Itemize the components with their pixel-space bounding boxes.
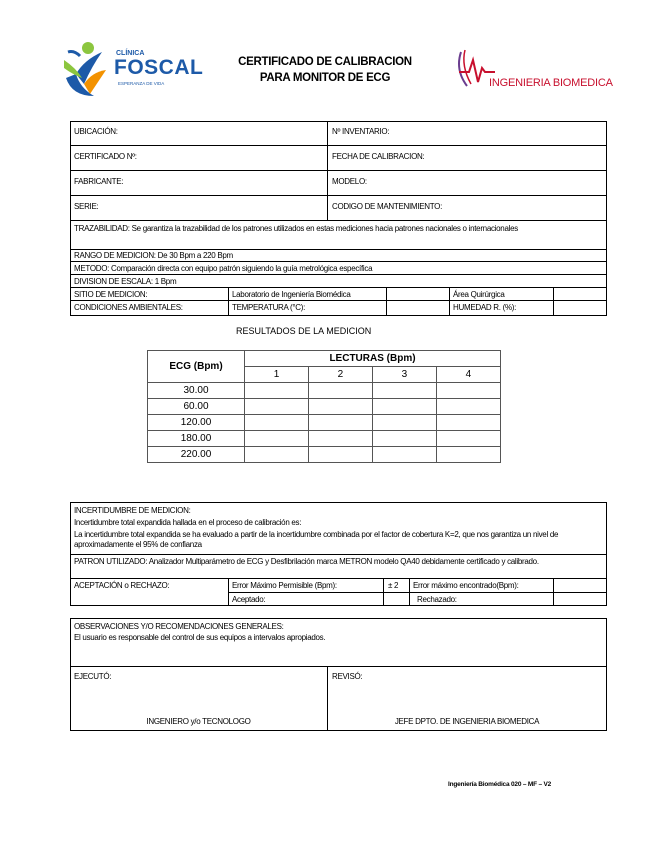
metodo-text: METODO: Comparación directa con equipo patrón siguiendo la guía metrológica específica — [74, 264, 373, 273]
table-row — [148, 383, 501, 399]
foscal-figure-icon — [62, 38, 108, 100]
results-table — [147, 350, 501, 463]
reading-cell[interactable] — [308, 415, 372, 431]
page-title-line2: PARA MONITOR DE ECG — [259, 72, 391, 84]
biomedica-logo — [457, 46, 622, 92]
sitio-value: Laboratorio de Ingeniería Biomédica — [232, 290, 351, 299]
sitio-label: SITIO DE MEDICION: — [74, 290, 148, 299]
reading-cell[interactable] — [308, 447, 372, 463]
reading-cell[interactable] — [245, 431, 309, 447]
fecha-label: FECHA DE CALIBRACION: — [332, 152, 425, 161]
lecturas-header: LECTURAS (Bpm) — [245, 351, 501, 367]
table-row — [148, 399, 501, 415]
ingeniero-signature: INGENIERO y/o TECNOLOGO — [146, 717, 251, 726]
ejecuto-label: EJECUTÓ: — [74, 672, 112, 681]
reading-cell[interactable] — [245, 383, 309, 399]
error-found-label: Error máximo encontrado(Bpm): — [413, 581, 519, 590]
reading-cell[interactable] — [436, 415, 500, 431]
rechazado-label: Rechazado: — [417, 595, 457, 604]
ecg-value: 220.00 — [148, 447, 245, 463]
aceptado-label: Aceptado: — [232, 595, 266, 604]
error-max-label: Error Máximo Permisible (Bpm): — [232, 581, 337, 590]
foscal-tagline: ESPERANZA DE VIDA — [118, 81, 165, 86]
reading-cell[interactable] — [308, 383, 372, 399]
ecg-value: 180.00 — [148, 431, 245, 447]
temperatura-label: TEMPERATURA (°C): — [232, 303, 306, 312]
jefe-signature: JEFE DPTO. DE INGENIERIA BIOMEDICA — [394, 717, 540, 726]
lectura-col-3: 3 — [372, 367, 436, 383]
uncertainty-title: INCERTIDUMBRE DE MEDICION: — [74, 506, 191, 515]
patron-text: PATRON UTILIZADO: Analizador Multiparámetro de ECG y Desfibrilación marca METRON modelo QA40 debidamente certificado y calibrado. — [74, 557, 539, 566]
reading-cell[interactable] — [245, 399, 309, 415]
results-title: RESULTADOS DE LA MEDICION — [236, 326, 372, 336]
ecg-value: 30.00 — [148, 383, 245, 399]
reading-cell[interactable] — [372, 447, 436, 463]
reading-cell[interactable] — [308, 431, 372, 447]
foscal-line2: FOSCAL — [114, 56, 204, 79]
reviso-label: REVISÓ: — [332, 672, 363, 681]
lectura-col-4: 4 — [436, 367, 500, 383]
reading-cell[interactable] — [372, 383, 436, 399]
trazabilidad-text: TRAZABILIDAD: Se garantiza la trazabilidad de los patrones utilizados en estas mediciones hacia patrones nacionales o internacionales — [74, 224, 518, 233]
serie-label: SERIE: — [74, 202, 99, 211]
foscal-logo — [62, 38, 204, 100]
reading-cell[interactable] — [372, 415, 436, 431]
uncertainty-line1: Incertidumbre total expandida hallada en el proceso de calibración es: — [74, 518, 302, 527]
sitio-area: Área Quirúrgica — [453, 290, 505, 299]
page-title-line1: CERTIFICADO DE CALIBRACION — [238, 56, 412, 68]
modelo-label: MODELO: — [332, 177, 367, 186]
footer-code: Ingeniería Biomédica 020 – MF – V2 — [448, 781, 552, 788]
tolerance-value: ± 2 — [388, 581, 399, 590]
observations-text: El usuario es responsable del control de sus equipos a intervalos apropiados. — [74, 633, 326, 642]
reading-cell[interactable] — [245, 447, 309, 463]
reading-cell[interactable] — [372, 399, 436, 415]
codigo-label: CODIGO DE MANTENIMIENTO: — [332, 202, 442, 211]
certificado-label: CERTIFICADO Nº: — [74, 152, 137, 161]
ubicacion-label: UBICACIÓN: — [74, 127, 118, 136]
ecg-value: 60.00 — [148, 399, 245, 415]
ecg-value: 120.00 — [148, 415, 245, 431]
lectura-col-1: 1 — [245, 367, 309, 383]
lectura-col-2: 2 — [308, 367, 372, 383]
uncertainty-line2: La incertidumbre total expandida se ha evaluado a partir de la incertidumbre combinada por el factor de cobertura K=2, que nos garantiza un nivel de aproximadamente el 95% de confianza — [74, 530, 559, 549]
observations-title: OBSERVACIONES Y/O RECOMENDACIONES GENERALES: — [74, 622, 284, 631]
reading-cell[interactable] — [436, 399, 500, 415]
foscal-line1: CLÍNICA — [116, 50, 145, 57]
fabricante-label: FABRICANTE: — [74, 177, 124, 186]
reading-cell[interactable] — [308, 399, 372, 415]
condiciones-label: CONDICIONES AMBIENTALES: — [74, 303, 183, 312]
reading-cell[interactable] — [436, 431, 500, 447]
biomedica-text: INGENIERIA BIOMEDICA — [489, 77, 613, 89]
table-row — [148, 447, 501, 463]
ecg-header: ECG (Bpm) — [148, 351, 245, 383]
reading-cell[interactable] — [245, 415, 309, 431]
rango-text: RANGO DE MEDICION: De 30 Bpm a 220 Bpm — [74, 251, 233, 260]
inventario-label: Nº INVENTARIO: — [332, 127, 390, 136]
reading-cell[interactable] — [372, 431, 436, 447]
table-row — [148, 415, 501, 431]
reading-cell[interactable] — [436, 383, 500, 399]
reading-cell[interactable] — [436, 447, 500, 463]
humedad-label: HUMEDAD R. (%): — [453, 303, 517, 312]
table-row — [148, 431, 501, 447]
aceptacion-label: ACEPTACIÓN o RECHAZO: — [74, 581, 170, 590]
division-text: DIVISION DE ESCALA: 1 Bpm — [74, 277, 177, 286]
